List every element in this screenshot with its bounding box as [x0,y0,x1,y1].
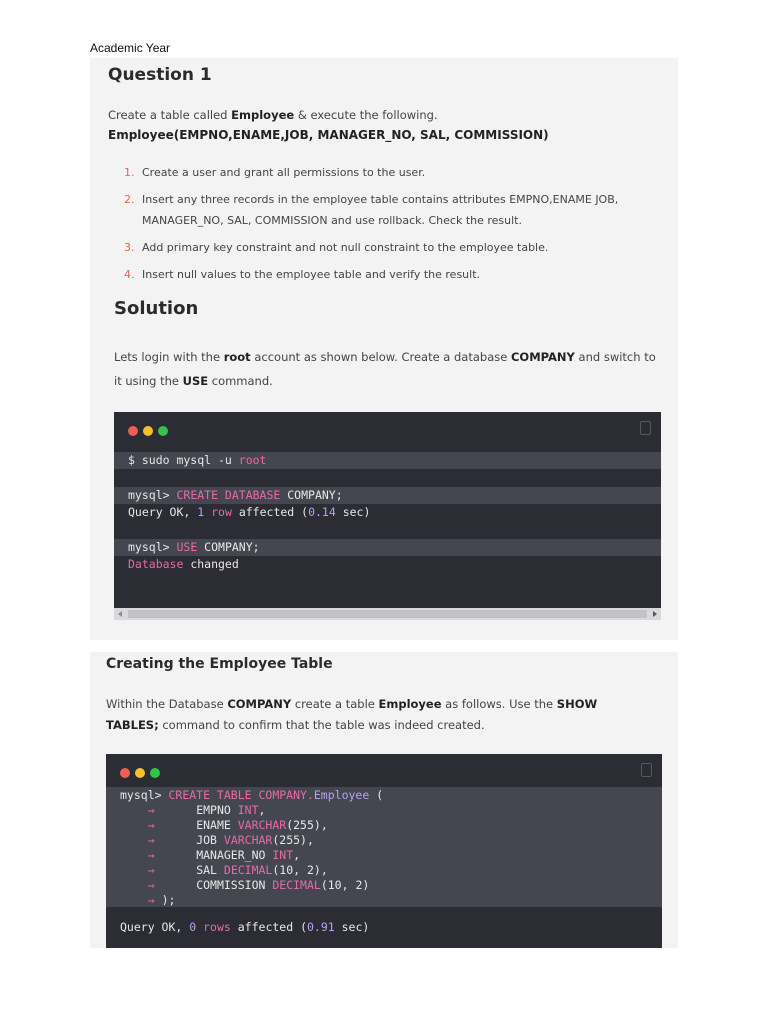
sol-text-4: command. [208,374,273,388]
task-item: 3. Add primary key constraint and not null constraint to the employee table. [138,237,688,258]
column-name: ENAME [196,818,238,832]
continuation-arrow-icon: → [147,893,155,907]
code-text: sec) [334,920,370,934]
task-item: 2. Insert any three records in the employee table contains attributes EMPNO,ENAME JOB, MANAGER_NO, SAL, COMMISSION and use rollback. Check the result. [138,189,688,231]
code-keyword: CREATE TABLE COMPANY. [168,788,314,802]
code-keyword: rows [203,920,231,934]
intro-text-end: & execute the following. [294,108,438,122]
solution-title: Solution [114,298,199,319]
question-title: Question 1 [108,65,212,85]
continuation-arrow-icon: → [147,848,155,862]
code-text: COMPANY; [204,540,260,554]
code-line [114,487,661,504]
column-type: INT [272,848,294,862]
minimize-dot-icon [135,768,145,778]
code-line [114,452,661,469]
window-controls [128,426,168,436]
section-paragraph [106,694,646,736]
code-text: $ sudo mysql -u [128,453,239,467]
code-line [106,892,662,909]
column-name: JOB [196,833,224,847]
code-number: 0.91 [307,920,335,934]
continuation-arrow-icon: → [147,803,155,817]
horizontal-scrollbar[interactable] [114,608,661,620]
question-intro [108,105,438,126]
sol-bold-company: COMPANY [510,350,575,364]
intro-table-name: Employee [231,108,295,122]
employee-schema: Employee(EMPNO,ENAME,JOB, MANAGER_NO, SAL, COMMISSION) [108,128,549,142]
code-text: , [258,803,266,817]
code-number: 1 [197,505,205,519]
sol-bold-root: root [223,350,251,364]
intro-text: Create a table called [108,108,232,122]
terminal-block-1 [114,412,661,620]
code-keyword: root [238,453,267,467]
sec-bold-company: COMPANY [227,697,292,711]
code-number: 0 [189,920,197,934]
column-name: MANAGER_NO [196,848,273,862]
sec-text-1: Within the Database [106,697,228,711]
code-text: changed [183,557,239,571]
code-number: 0.14 [308,505,336,519]
sec-text-4: command to confirm that the table was indeed created. [158,718,485,732]
code-text: affected ( [231,505,309,519]
continuation-arrow-icon: → [147,863,155,877]
code-text: affected ( [230,920,307,934]
code-line [114,504,661,521]
copy-icon[interactable] [640,421,651,435]
task-list [118,162,688,291]
maximize-dot-icon [150,768,160,778]
academic-year-header: Academic Year [90,41,171,55]
code-text: COMPANY; [287,488,343,502]
continuation-arrow-icon: → [147,878,155,892]
code-line [114,556,661,573]
employee-table-panel [90,652,678,948]
column-type: INT [237,803,259,817]
column-type: VARCHAR [237,818,287,832]
column-name: SAL [196,863,224,877]
code-prompt: mysql> [128,488,177,502]
code-keyword: CREATE DATABASE [176,488,288,502]
code-line [106,919,662,936]
code-text: ); [154,893,176,907]
code-text: ( [369,788,384,802]
minimize-dot-icon [143,426,153,436]
question-panel [90,58,678,640]
code-line [114,539,661,556]
sol-text-3: and switch to it using the [114,350,656,388]
sec-text-3: as follows. Use the [441,697,557,711]
column-type: VARCHAR [223,833,273,847]
code-text: (10, 2) [320,878,370,892]
code-text: , [293,848,301,862]
section-title: Creating the Employee Table [106,656,333,672]
continuation-arrow-icon: → [147,833,155,847]
sol-bold-use: USE [182,374,209,388]
maximize-dot-icon [158,426,168,436]
code-keyword: row [211,505,232,519]
sol-text-2: account as shown below. Create a database [250,350,511,364]
code-text: Query OK, [120,920,190,934]
continuation-arrow-icon: → [147,818,155,832]
close-dot-icon [120,768,130,778]
column-name: EMPNO [196,803,238,817]
code-text: (255), [272,833,314,847]
window-controls [120,768,160,778]
code-identifier: Employee [313,788,370,802]
code-text: (255), [286,818,328,832]
column-type: DECIMAL [223,863,273,877]
sec-text-2: create a table [291,697,379,711]
copy-icon[interactable] [641,763,652,777]
scrollbar-thumb[interactable] [128,610,647,618]
solution-paragraph [114,345,664,393]
code-prompt: mysql> [128,540,177,554]
scroll-left-icon[interactable] [118,611,122,617]
task-item: 4. Insert null values to the employee table and verify the result. [138,264,688,285]
column-name: COMMISSION [196,878,273,892]
sec-bold-employee: Employee [378,697,442,711]
code-text: sec) [335,505,371,519]
sec-bold-show-tables: SHOW TABLES; [106,697,598,732]
terminal-block-2 [106,754,662,948]
code-keyword: Database [128,557,184,571]
code-text: Query OK, [128,505,198,519]
close-dot-icon [128,426,138,436]
code-text: (10, 2), [272,863,328,877]
task-item: 1. Create a user and grant all permissions to the user. [138,162,688,183]
sol-text-1: Lets login with the [114,350,224,364]
code-keyword: USE [176,540,205,554]
column-type: DECIMAL [272,878,321,892]
code-prompt: mysql> [120,788,169,802]
scroll-right-icon[interactable] [653,611,657,617]
